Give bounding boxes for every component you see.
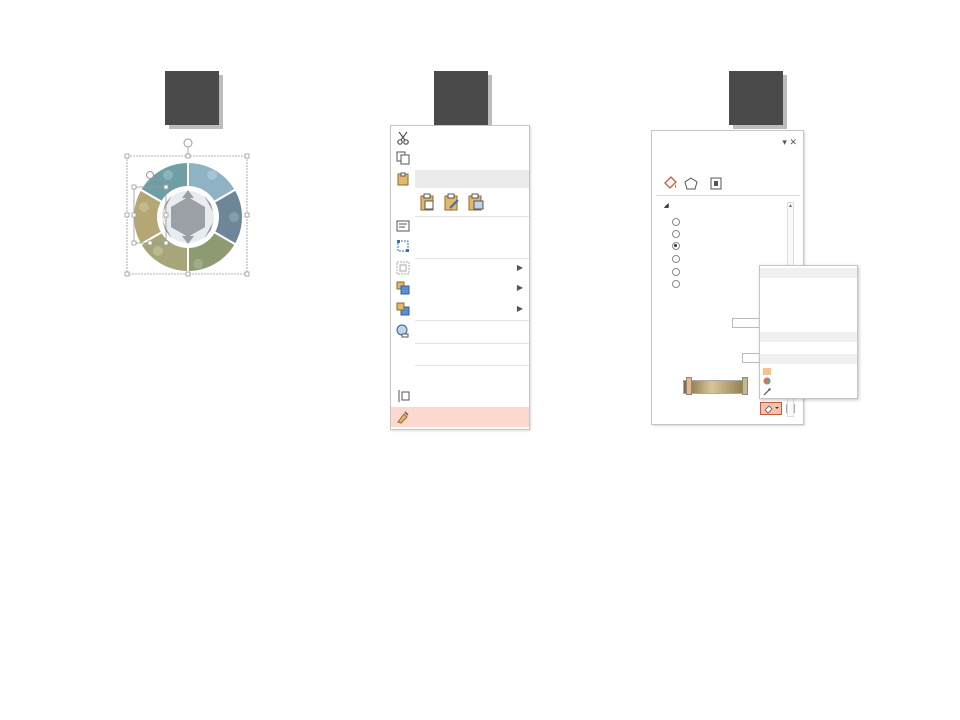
radio-solid-fill[interactable] (673, 229, 682, 236)
submenu-arrow-icon: ▶ (516, 283, 523, 292)
radio-pattern-fill[interactable] (673, 267, 682, 274)
edit-points-icon (396, 239, 410, 253)
clipboard-icon (396, 172, 410, 186)
paste-destination-theme-icon[interactable] (443, 193, 461, 211)
scroll-up-icon[interactable]: ▲ (788, 203, 793, 209)
standard-colors-header (760, 332, 857, 342)
paste-picture-icon[interactable] (467, 193, 485, 211)
color-palette-popup (759, 265, 858, 399)
fill-line-icon[interactable] (665, 177, 676, 188)
hyperlink-icon (396, 324, 410, 338)
edit-text-icon (396, 219, 410, 233)
paste-options-header (415, 170, 529, 188)
fill-section-header[interactable]: ◢ (664, 203, 669, 209)
paint-bucket-icon (761, 403, 781, 414)
menu-item-hyperlink[interactable] (391, 321, 529, 341)
group-icon (396, 261, 410, 275)
theme-colors-header (760, 268, 857, 278)
menu-item-size-and-position[interactable] (391, 386, 529, 406)
copy-icon (396, 151, 410, 165)
size-properties-icon[interactable] (711, 178, 721, 189)
effects-icon[interactable] (685, 178, 697, 189)
circular-diagram-shape[interactable] (120, 135, 260, 280)
menu-item-edit-points[interactable] (391, 236, 529, 256)
send-to-back-icon (396, 302, 410, 316)
menu-item-copy[interactable] (391, 148, 529, 168)
close-icon[interactable]: ✕ (789, 137, 797, 147)
gradient-stop-handle[interactable] (686, 377, 692, 395)
radio-picture-fill[interactable] (673, 254, 682, 261)
menu-item-bring-to-front[interactable] (391, 278, 529, 298)
gradient-stop-handle[interactable] (742, 377, 748, 395)
menu-item-edit-text[interactable] (391, 216, 529, 236)
step-badge-2 (434, 71, 488, 125)
gradient-stops-bar[interactable] (683, 380, 747, 394)
step-badge-3 (729, 71, 783, 125)
step-badge-1 (165, 71, 219, 125)
selected-shape[interactable] (120, 135, 260, 280)
context-menu (390, 125, 530, 430)
format-shape-icon (396, 410, 410, 424)
color-picker-button[interactable] (760, 402, 782, 415)
pane-options-icon[interactable]: ▾ (782, 137, 787, 147)
pane-category-icons (662, 175, 742, 191)
menu-item-group[interactable] (391, 258, 529, 278)
menu-item-cut[interactable] (391, 128, 529, 148)
submenu-arrow-icon: ▶ (516, 263, 523, 272)
menu-item-format-shape[interactable] (391, 407, 529, 427)
radio-gradient-fill[interactable] (673, 241, 682, 248)
pane-controls[interactable] (782, 137, 797, 148)
menu-item-send-to-back[interactable] (391, 299, 529, 319)
bring-to-front-icon (396, 281, 410, 295)
radio-slide-background-fill[interactable] (673, 279, 682, 286)
paste-keep-formatting-icon[interactable] (419, 193, 437, 211)
scissors-icon (396, 131, 410, 145)
radio-no-fill[interactable] (673, 217, 682, 224)
eyedropper-icon (763, 388, 771, 396)
recent-color-swatch[interactable] (763, 368, 771, 375)
size-position-icon (396, 389, 410, 403)
color-wheel-icon (763, 377, 771, 385)
recent-colors-header (760, 354, 857, 364)
menu-item-save-as-picture[interactable] (391, 343, 529, 363)
submenu-arrow-icon: ▶ (516, 304, 523, 313)
menu-item-set-default-shape[interactable] (391, 365, 529, 385)
paste-options-row (415, 191, 505, 213)
rotate-handle[interactable] (184, 139, 192, 147)
